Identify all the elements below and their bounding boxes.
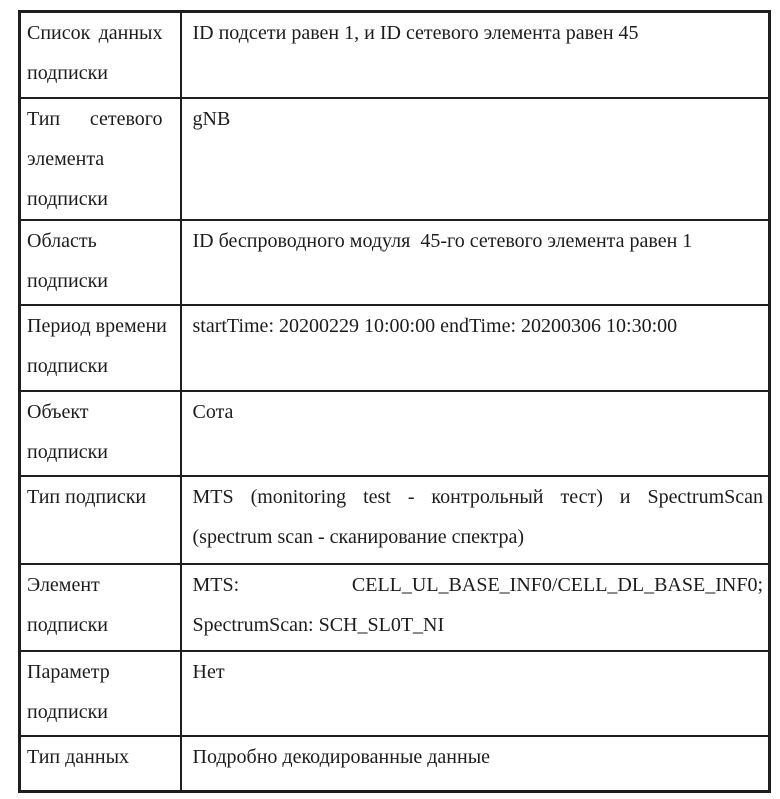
value-line: (spectrum scan - сканирование спектра) [192, 525, 525, 548]
label-cell [20, 391, 181, 476]
label-line: Список данных [27, 22, 163, 44]
label-cell [20, 98, 181, 220]
label-cell [20, 736, 181, 792]
table-row [20, 220, 770, 305]
label-line: подписки [27, 269, 109, 292]
value-line: ID подсети равен 1, и ID сетевого элемента равен 45 [192, 22, 639, 44]
subscription-parameters-table [18, 10, 771, 793]
value-cell [181, 220, 770, 305]
table-row [20, 736, 770, 792]
value-cell [181, 12, 770, 98]
label-line: подписки [27, 440, 109, 463]
label-line: подписки [27, 354, 109, 377]
value-cell [181, 651, 770, 736]
value-line: Нет [192, 660, 225, 683]
label-cell [20, 564, 181, 651]
label-cell [20, 220, 181, 305]
value-line: Подробно декодированные данные [192, 745, 491, 768]
table-row [20, 651, 770, 736]
value-cell [181, 476, 770, 564]
label-line: подписки [27, 613, 109, 636]
value-line: gNB [192, 107, 231, 130]
label-line: подписки [27, 62, 109, 84]
label-line: Объект [27, 400, 89, 423]
label-line: Параметр [27, 660, 110, 683]
table-row [20, 98, 770, 220]
label-line: Тип сетевого [27, 107, 163, 130]
value-line: ID беспроводного модуля 45-го сетевого элемента равен 1 [192, 229, 693, 252]
label-cell [20, 476, 181, 564]
value-cell [181, 564, 770, 651]
label-cell [20, 305, 181, 391]
label-cell [20, 651, 181, 736]
value-cell [181, 98, 770, 220]
value-line: Сота [192, 400, 234, 423]
value-line: MTS (monitoring test - контрольный тест) и SpectrumScan [192, 485, 763, 508]
label-line: Тип данных [27, 745, 130, 768]
label-line: Область [27, 229, 97, 252]
table-row [20, 391, 770, 476]
value-line: SpectrumScan: SCH_SL0T_NI [192, 613, 445, 636]
value-line: MTS: CELL_UL_BASE_INF0/CELL_DL_BASE_INF0; [192, 573, 763, 596]
table-row [20, 305, 770, 391]
label-line: Тип подписки [27, 485, 147, 508]
label-line: подписки [27, 187, 109, 210]
value-cell [181, 391, 770, 476]
table-row [20, 564, 770, 651]
label-line: подписки [27, 700, 109, 723]
value-cell [181, 305, 770, 391]
value-cell [181, 736, 770, 792]
label-line: Элемент [27, 573, 100, 596]
label-cell [20, 12, 181, 98]
label-line: элемента [27, 147, 105, 170]
table-row [20, 476, 770, 564]
table-row [20, 12, 770, 98]
value-line: startTime: 20200229 10:00:00 endTime: 20200306 10:30:00 [192, 314, 678, 337]
label-line: Период времени [27, 314, 167, 337]
